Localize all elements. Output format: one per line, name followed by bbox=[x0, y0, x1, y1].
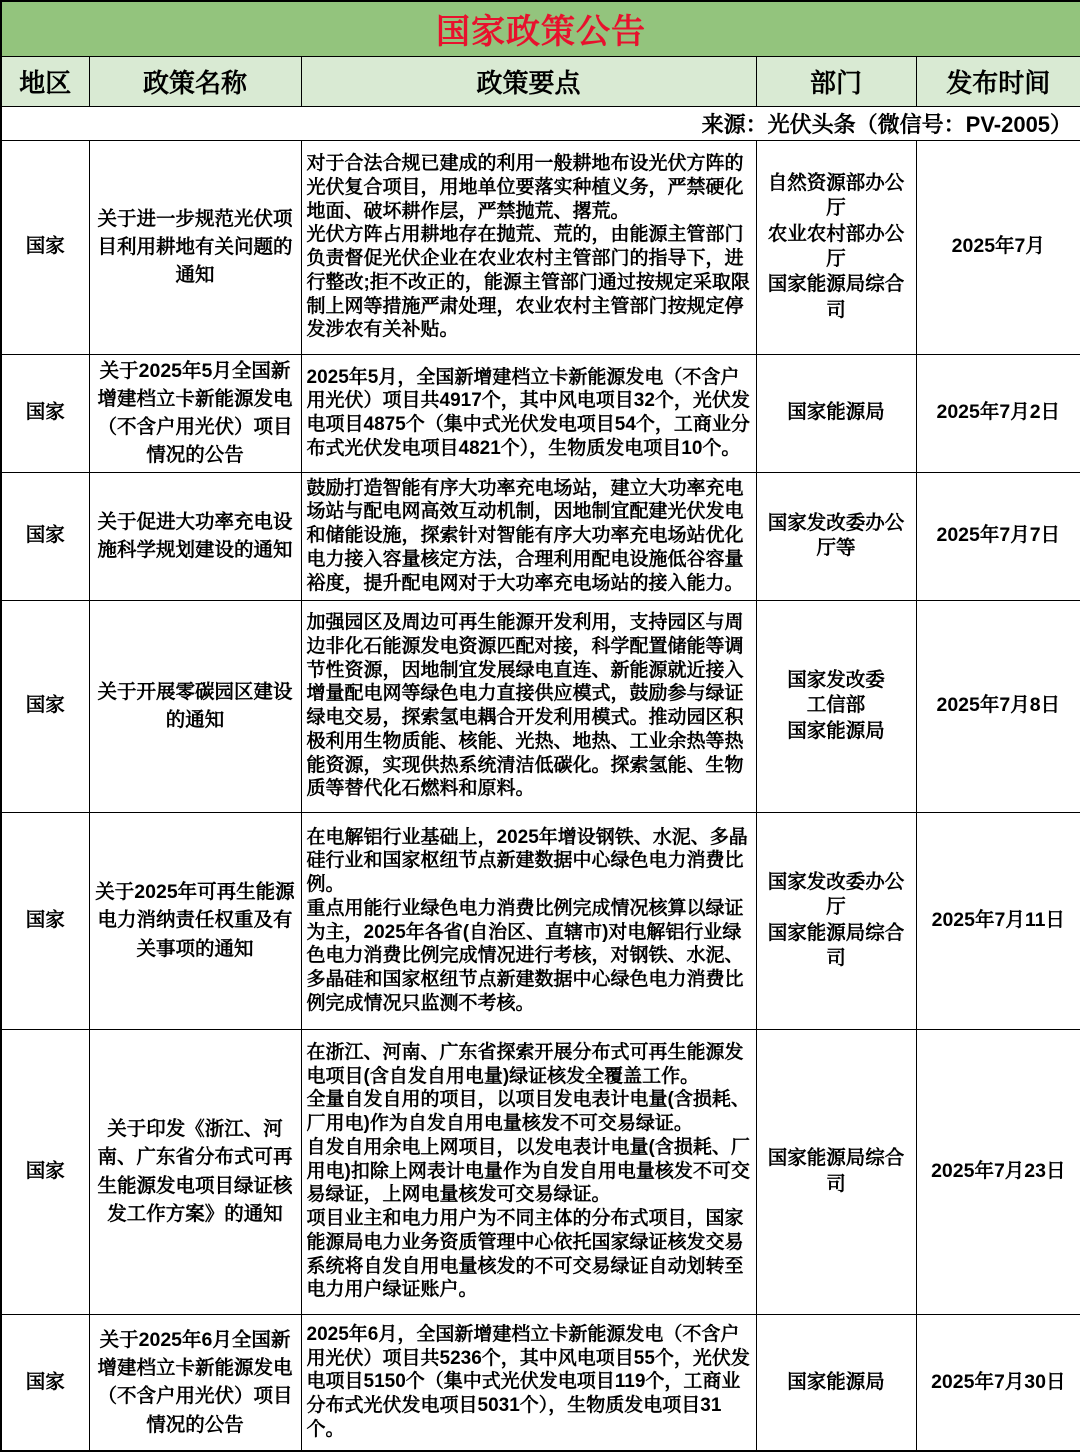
policy-points-cell bbox=[301, 1029, 756, 1314]
policy-points-cell bbox=[301, 354, 756, 472]
publish-date-cell: 2025年7月30日 bbox=[916, 1314, 1080, 1451]
source-note: 来源：光伏头条（微信号：PV-2005） bbox=[1, 106, 1080, 140]
policy-points-cell bbox=[301, 600, 756, 812]
policy-point-paragraph: 自发自用余电上网项目，以发电表计电量(含损耗、厂用电)扣除上网表计电量作为自发自用电量核发不可交易绿证，上网电量核发可交易绿证。 bbox=[306, 1136, 750, 1206]
column-header-department: 部门 bbox=[756, 56, 916, 106]
region-cell: 国家 bbox=[1, 812, 89, 1029]
department-cell bbox=[756, 140, 916, 354]
column-header-publish-date: 发布时间 bbox=[916, 56, 1080, 106]
department-cell bbox=[756, 472, 916, 600]
policy-name-cell: 关于进一步规范光伏项目利用耕地有关问题的通知 bbox=[89, 140, 301, 354]
region-cell: 国家 bbox=[1, 600, 89, 812]
policy-name-cell: 关于2025年5月全国新增建档立卡新能源发电（不含户用光伏）项目情况的公告 bbox=[89, 354, 301, 472]
department-cell bbox=[756, 600, 916, 812]
policy-points-cell bbox=[301, 812, 756, 1029]
policy-point-paragraph: 重点用能行业绿色电力消费比例完成情况核算以绿证为主，2025年各省(自治区、直辖市)对电解铝行业绿色电力消费比例完成情况进行考核，对钢铁、水泥、多晶硅和国家枢纽节点新建数据中心绿色电力消费比例完成情况只监测不考核。 bbox=[306, 897, 744, 1014]
table-row bbox=[1, 812, 1080, 1029]
policy-point-paragraph: 加强园区及周边可再生能源开发利用，支持园区与周边非化石能源发电资源匹配对接，科学配置储能等调节性资源，因地制宜发展绿电直连、新能源就近接入增量配电网等绿色电力直接供应模式，鼓励参与绿证绿电交易，探索氢电耦合开发利用模式。推动园区积极利用生物质能、核能、光热、地热、工业余热等热能资源，实现供热系统清洁低碳化。探索氢能、生物质等替代化石燃料和原料。 bbox=[306, 612, 744, 800]
policy-point-paragraph: 鼓励打造智能有序大功率充电场站，建立大功率充电场站与配电网高效互动机制，因地制宜配建光伏发电和储能设施，探索针对智能有序大功率充电场站优化电力接入容量核定方法，合理利用配电设施低谷容量裕度，提升配电网对于大功率充电场站的接入能力。 bbox=[306, 477, 744, 594]
department-line: 国家能源局综合司 bbox=[767, 921, 905, 969]
table-row bbox=[1, 1029, 1080, 1314]
region-cell: 国家 bbox=[1, 354, 89, 472]
policy-point-paragraph: 光伏方阵占用耕地存在抛荒、荒的，由能源主管部门负责督促光伏企业在农业农村主管部门的指导下，进行整改;拒不改正的，能源主管部门通过按规定采取限制上网等措施严肃处理，农业农村主管部门按规定停发涉农有关补贴。 bbox=[306, 224, 750, 341]
table-row bbox=[1, 600, 1080, 812]
page-title: 国家政策公告 bbox=[1, 1, 1080, 56]
policy-points-cell bbox=[301, 1314, 756, 1451]
table-row bbox=[1, 1314, 1080, 1451]
publish-date-cell: 2025年7月7日 bbox=[916, 472, 1080, 600]
table-row bbox=[1, 140, 1080, 354]
publish-date-cell: 2025年7月11日 bbox=[916, 812, 1080, 1029]
department-line: 国家发改委办公厅等 bbox=[767, 511, 905, 560]
title-row bbox=[1, 1, 1080, 56]
department-line: 农业农村部办公厅 bbox=[767, 222, 905, 270]
department-cell bbox=[756, 354, 916, 472]
policy-point-paragraph: 对于合法合规已建成的利用一般耕地布设光伏方阵的光伏复合项目，用地单位要落实种植义务，严禁硬化地面、破坏耕作层，严禁抛荒、撂荒。 bbox=[306, 153, 744, 222]
publish-date-cell: 2025年7月2日 bbox=[916, 354, 1080, 472]
column-header-policy-points: 政策要点 bbox=[301, 56, 756, 106]
column-header-region: 地区 bbox=[1, 56, 89, 106]
table-row bbox=[1, 354, 1080, 472]
table-row bbox=[1, 472, 1080, 600]
policy-point-paragraph: 在电解铝行业基础上，2025年增设钢铁、水泥、多晶硅行业和国家枢纽节点新建数据中心绿色电力消费比例。 bbox=[306, 826, 748, 896]
table-body bbox=[1, 140, 1080, 1451]
policy-name-cell: 关于开展零碳园区建设的通知 bbox=[89, 600, 301, 812]
policy-point-paragraph: 2025年5月，全国新增建档立卡新能源发电（不含户用光伏）项目共4917个，其中风电项目32个，光伏发电项目4875个（集中式光伏发电项目54个，工商业分布式光伏发电项目4821个），生物质发电项目10个。 bbox=[306, 366, 750, 459]
department-cell bbox=[756, 812, 916, 1029]
policy-point-paragraph: 2025年6月，全国新增建档立卡新能源发电（不含户用光伏）项目共5236个，其中风电项目55个，光伏发电项目5150个（集中式光伏发电项目119个，工商业分布式光伏发电项目5031个），生物质发电项目31个。 bbox=[306, 1323, 750, 1440]
publish-date-cell: 2025年7月8日 bbox=[916, 600, 1080, 812]
policy-points-cell bbox=[301, 472, 756, 600]
department-line: 国家发改委 bbox=[787, 669, 885, 692]
department-line: 自然资源部办公厅 bbox=[767, 171, 905, 220]
policy-point-paragraph: 在浙江、河南、广东省探索开展分布式可再生能源发电项目(含自发自用电量)绿证核发全覆盖工作。 bbox=[306, 1041, 744, 1087]
department-line: 工信部 bbox=[806, 694, 866, 717]
column-header-row bbox=[1, 56, 1080, 106]
region-cell: 国家 bbox=[1, 1314, 89, 1451]
publish-date-cell: 2025年7月 bbox=[916, 140, 1080, 354]
publish-date-cell: 2025年7月23日 bbox=[916, 1029, 1080, 1314]
source-row bbox=[1, 106, 1080, 140]
policy-point-paragraph: 全量自发自用的项目，以项目发电表计电量(含损耗、厂用电)作为自发自用电量核发不可交易绿证。 bbox=[306, 1089, 750, 1135]
policy-name-cell: 关于2025年6月全国新增建档立卡新能源发电（不含户用光伏）项目情况的公告 bbox=[89, 1314, 301, 1451]
department-line: 国家发改委办公厅 bbox=[767, 870, 905, 919]
department-line: 国家能源局 bbox=[787, 401, 885, 424]
department-line: 国家能源局综合司 bbox=[767, 1147, 905, 1195]
policy-name-cell: 关于促进大功率充电设施科学规划建设的通知 bbox=[89, 472, 301, 600]
column-header-policy-name: 政策名称 bbox=[89, 56, 301, 106]
policy-point-paragraph: 项目业主和电力用户为不同主体的分布式项目，国家能源局电力业务资质管理中心依托国家绿证核发交易系统将自发自用电量核发的不可交易绿证自动划转至电力用户绿证账户。 bbox=[306, 1208, 744, 1301]
region-cell: 国家 bbox=[1, 1029, 89, 1314]
region-cell: 国家 bbox=[1, 472, 89, 600]
policy-name-cell: 关于印发《浙江、河南、广东省分布式可再生能源发电项目绿证核发工作方案》的通知 bbox=[89, 1029, 301, 1314]
department-cell bbox=[756, 1314, 916, 1451]
region-cell: 国家 bbox=[1, 140, 89, 354]
department-line: 国家能源局综合司 bbox=[767, 273, 905, 321]
department-line: 国家能源局 bbox=[787, 1370, 885, 1393]
policy-name-cell: 关于2025年可再生能源电力消纳责任权重及有关事项的通知 bbox=[89, 812, 301, 1029]
policy-points-cell bbox=[301, 140, 756, 354]
department-cell bbox=[756, 1029, 916, 1314]
department-line: 国家能源局 bbox=[787, 719, 885, 742]
